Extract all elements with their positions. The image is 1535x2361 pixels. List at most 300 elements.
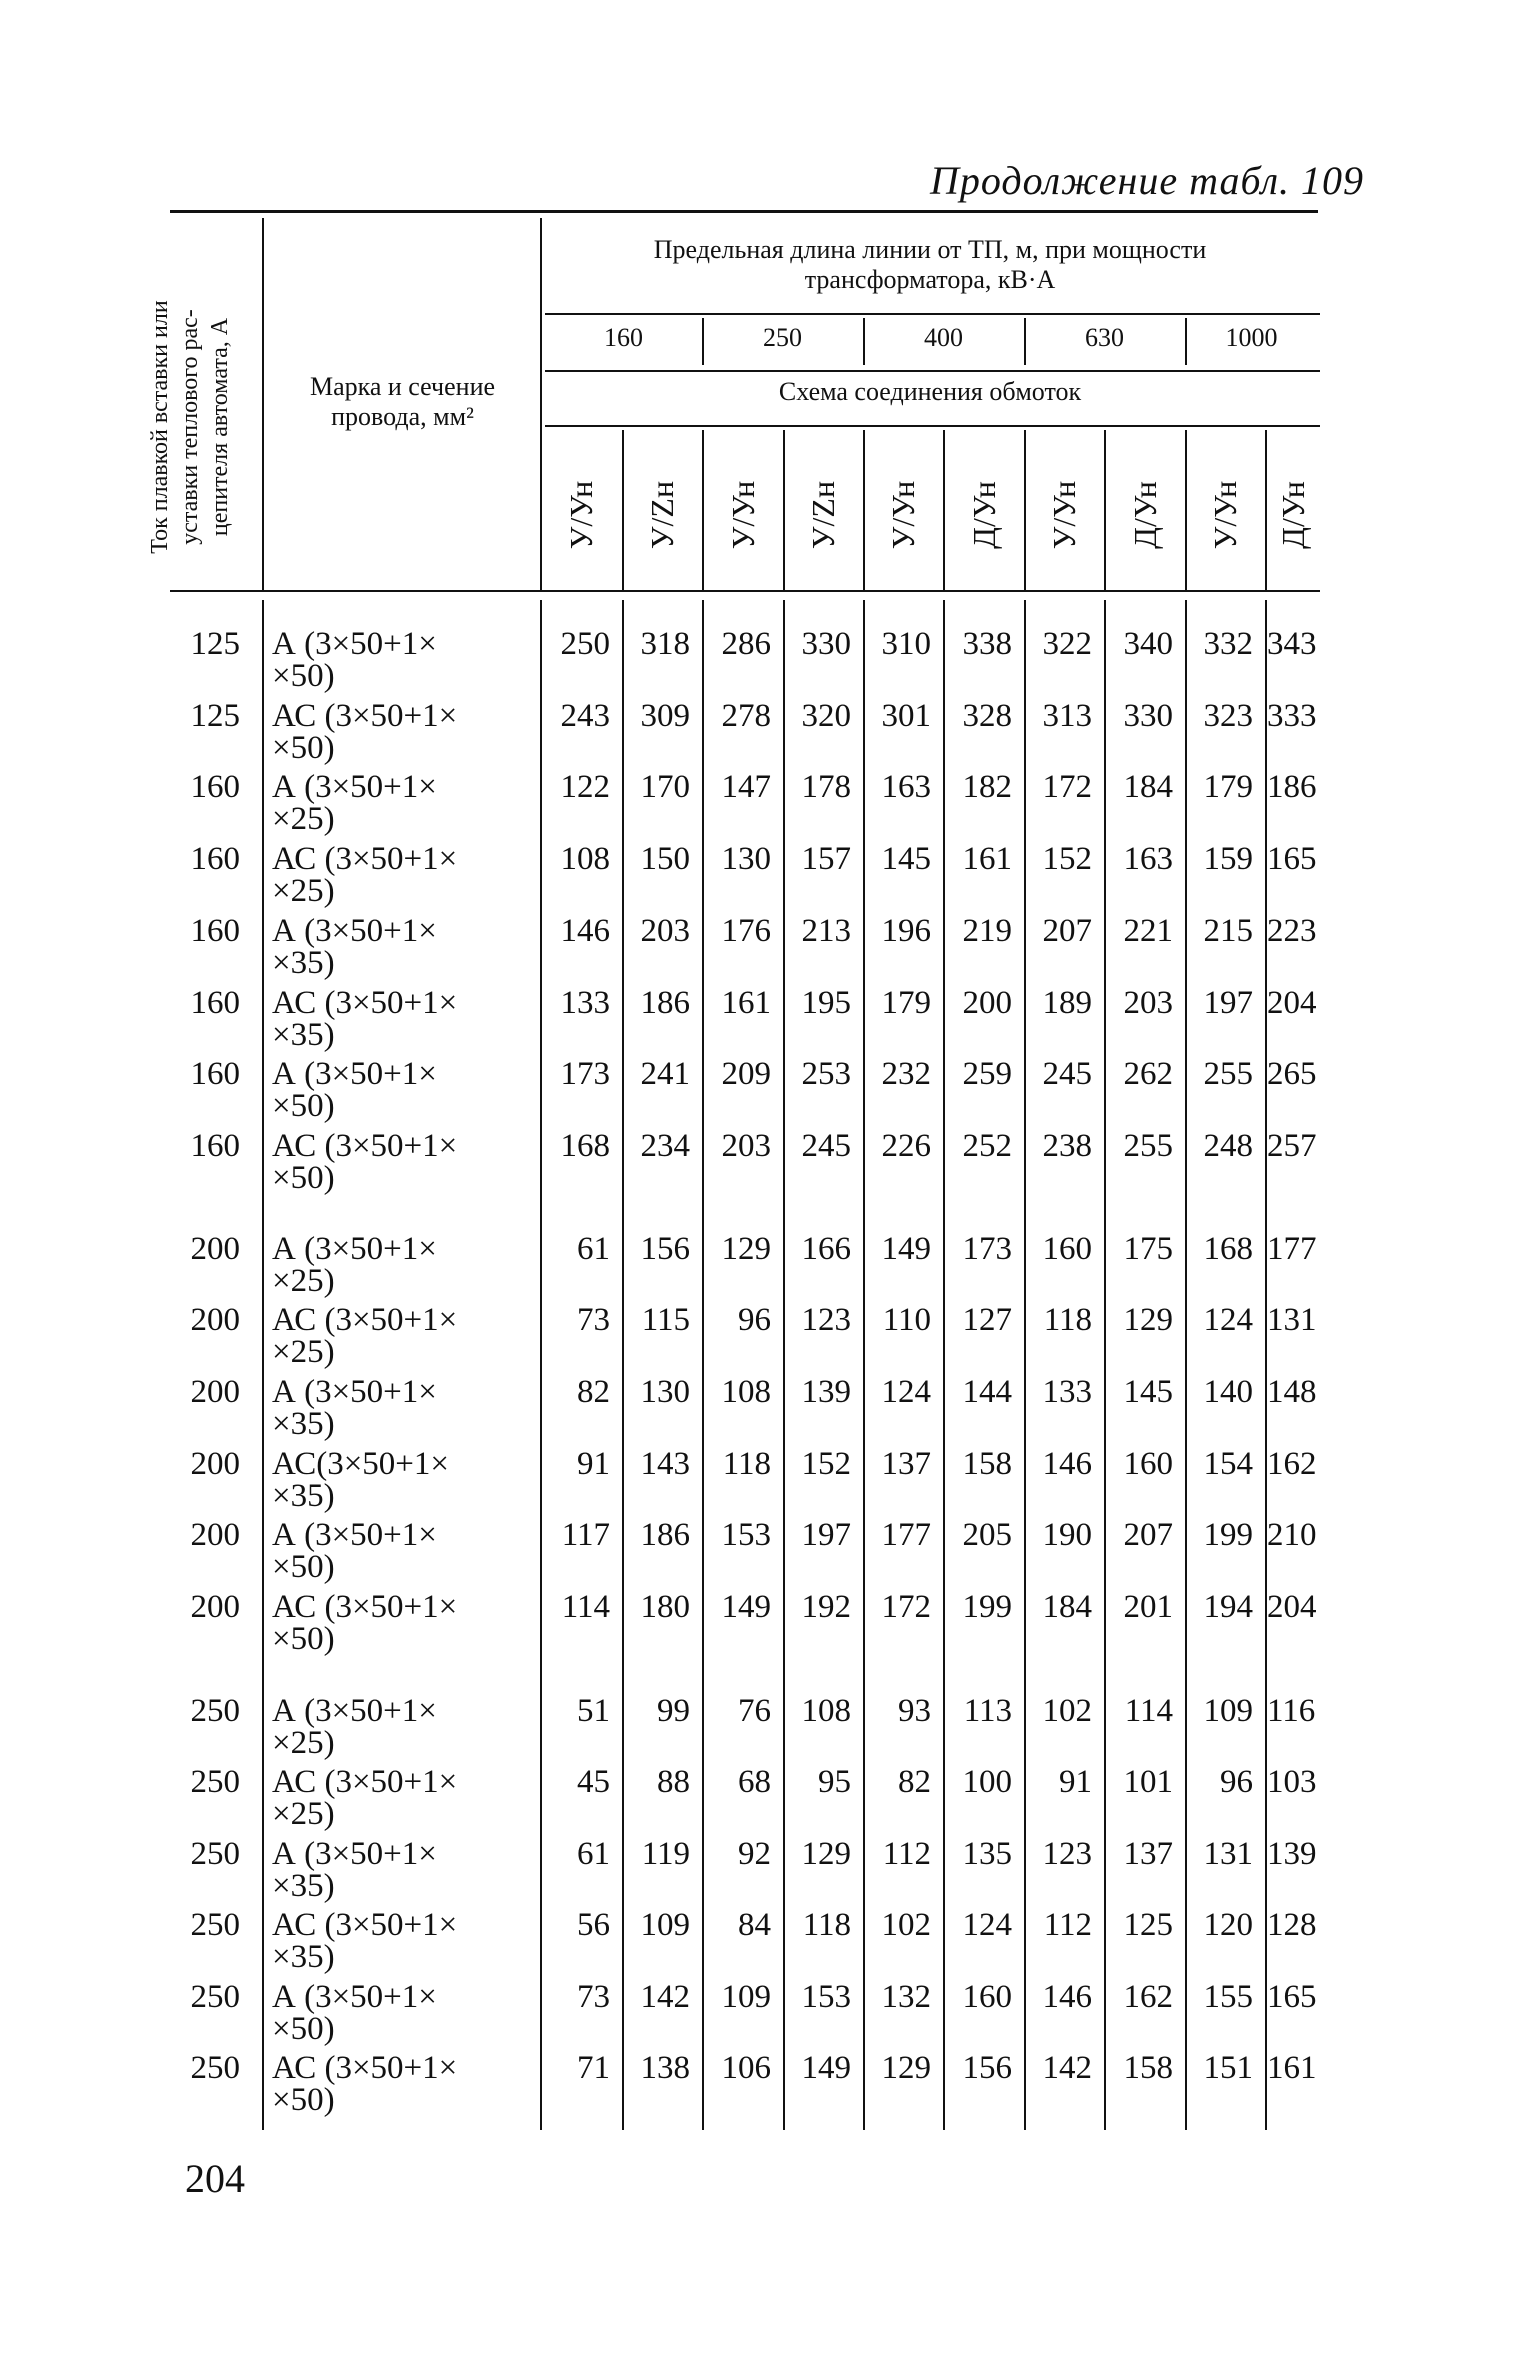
value-cell: 343 [1267, 626, 1317, 662]
value-cell: 323 [1203, 698, 1253, 734]
wire-cell-line2: ×25) [272, 1725, 335, 1761]
value-cell: 245 [1042, 1056, 1092, 1092]
power-divider [702, 318, 704, 365]
value-cell: 133 [560, 985, 610, 1021]
power-divider [1024, 318, 1026, 365]
running-head: Продолжение табл. 109 [930, 158, 1365, 203]
value-cell: 101 [1123, 1764, 1173, 1800]
stub-divider-head [262, 218, 264, 590]
value-cell: 195 [801, 985, 851, 1021]
value-cell: 96 [1220, 1764, 1253, 1800]
max-length-header [545, 235, 1315, 295]
value-cell: 131 [1203, 1836, 1253, 1872]
value-cell: 128 [1267, 1907, 1317, 1943]
value-cell: 257 [1267, 1128, 1317, 1164]
value-cell: 139 [801, 1374, 851, 1410]
value-cell: 161 [1267, 2050, 1317, 2086]
value-cell: 252 [962, 1128, 1012, 1164]
scheme-divider [783, 430, 785, 590]
value-cell: 204 [1267, 985, 1317, 1021]
value-cell: 71 [577, 2050, 610, 2086]
value-cell: 119 [641, 1836, 690, 1872]
wire-cell-line2: ×50) [272, 1549, 335, 1585]
value-cell: 168 [560, 1128, 610, 1164]
value-cell: 158 [962, 1446, 1012, 1482]
value-cell: 248 [1203, 1128, 1253, 1164]
value-cell: 309 [640, 698, 690, 734]
value-cell: 82 [898, 1764, 931, 1800]
value-cell: 122 [560, 769, 610, 805]
scheme-header-cell: У/Ун [563, 480, 599, 550]
value-cell: 245 [801, 1128, 851, 1164]
value-cell: 190 [1042, 1517, 1092, 1553]
value-cell: 109 [721, 1979, 771, 2015]
wire-cell-line2: ×50) [272, 658, 335, 694]
value-cell: 68 [738, 1764, 771, 1800]
value-cell: 114 [561, 1589, 610, 1625]
value-cell: 333 [1267, 698, 1317, 734]
value-cell: 151 [1203, 2050, 1253, 2086]
scheme-bottom-rule [545, 425, 1320, 427]
value-cell: 153 [721, 1517, 771, 1553]
wire-cell-line1: А (3×50+1× [272, 913, 437, 949]
value-cell: 149 [721, 1589, 771, 1625]
value-cell: 219 [962, 913, 1012, 949]
value-cell: 132 [881, 1979, 931, 2015]
wire-cell-line1: АС (3×50+1× [272, 1128, 458, 1164]
scheme-header-cell: У/Zн [644, 480, 680, 550]
current-cell: 160 [190, 841, 240, 877]
wire-cell-line1: АС (3×50+1× [272, 1589, 458, 1625]
value-cell: 203 [721, 1128, 771, 1164]
value-cell: 160 [962, 1979, 1012, 2015]
value-cell: 142 [640, 1979, 690, 2015]
wire-cell-line2: ×50) [272, 2082, 335, 2118]
value-cell: 182 [962, 769, 1012, 805]
wire-cell-line1: АС (3×50+1× [272, 841, 458, 877]
value-cell: 120 [1203, 1907, 1253, 1943]
value-cell: 144 [962, 1374, 1012, 1410]
value-cell: 133 [1042, 1374, 1092, 1410]
value-cell: 223 [1267, 913, 1317, 949]
wire-cell-line1: АС (3×50+1× [272, 1907, 458, 1943]
value-cell: 124 [881, 1374, 931, 1410]
value-cell: 197 [801, 1517, 851, 1553]
column-divider [1265, 600, 1267, 2130]
value-cell: 142 [1042, 2050, 1092, 2086]
value-cell: 173 [962, 1231, 1012, 1267]
current-cell: 125 [190, 626, 240, 662]
value-cell: 95 [818, 1764, 851, 1800]
value-cell: 138 [640, 2050, 690, 2086]
value-cell: 149 [801, 2050, 851, 2086]
wire-cell-line2: ×25) [272, 1334, 335, 1370]
value-cell: 265 [1267, 1056, 1317, 1092]
current-cell: 125 [190, 698, 240, 734]
value-cell: 93 [898, 1693, 931, 1729]
value-cell: 207 [1042, 913, 1092, 949]
wire-cell-line1: А (3×50+1× [272, 1836, 437, 1872]
wire-cell-line2: ×50) [272, 730, 335, 766]
value-cell: 153 [801, 1979, 851, 2015]
value-cell: 332 [1203, 626, 1253, 662]
value-cell: 179 [1203, 769, 1253, 805]
scheme-divider [1265, 430, 1267, 590]
value-cell: 135 [962, 1836, 1012, 1872]
value-cell: 328 [962, 698, 1012, 734]
power-divider [1185, 318, 1187, 365]
power-divider [863, 318, 865, 365]
current-cell: 250 [190, 1836, 240, 1872]
current-cell: 250 [190, 2050, 240, 2086]
wire-cell-line1: А (3×50+1× [272, 769, 437, 805]
value-cell: 213 [801, 913, 851, 949]
current-cell: 250 [190, 1979, 240, 2015]
power-header-cell: 630 [1085, 323, 1124, 352]
value-cell: 108 [560, 841, 610, 877]
value-cell: 180 [640, 1589, 690, 1625]
scheme-divider [702, 430, 704, 590]
value-cell: 156 [640, 1231, 690, 1267]
current-cell: 200 [190, 1446, 240, 1482]
wire-cell-line2: ×50) [272, 1088, 335, 1124]
wire-cell-line1: А (3×50+1× [272, 626, 437, 662]
value-cell: 100 [962, 1764, 1012, 1800]
wire-header-line: провода, мм² [331, 402, 474, 431]
value-cell: 152 [1042, 841, 1092, 877]
current-cell: 160 [190, 985, 240, 1021]
value-cell: 88 [657, 1764, 690, 1800]
column-divider [622, 600, 624, 2130]
value-cell: 286 [721, 626, 771, 662]
wire-cell-line1: А (3×50+1× [272, 1231, 437, 1267]
value-cell: 45 [577, 1764, 610, 1800]
value-cell: 61 [577, 1231, 610, 1267]
value-cell: 163 [1123, 841, 1173, 877]
value-cell: 129 [801, 1836, 851, 1872]
value-cell: 278 [721, 698, 771, 734]
value-cell: 156 [962, 2050, 1012, 2086]
value-cell: 207 [1123, 1517, 1173, 1553]
wire-cell-line2: ×35) [272, 1406, 335, 1442]
value-cell: 209 [721, 1056, 771, 1092]
value-cell: 160 [1042, 1231, 1092, 1267]
value-cell: 102 [881, 1907, 931, 1943]
value-cell: 161 [721, 985, 771, 1021]
value-cell: 73 [577, 1979, 610, 2015]
page-number: 204 [185, 2156, 245, 2201]
wire-divider [540, 600, 542, 2130]
value-cell: 178 [801, 769, 851, 805]
value-cell: 139 [1267, 1836, 1317, 1872]
value-cell: 205 [962, 1517, 1012, 1553]
power-header-cell: 1000 [1225, 323, 1278, 352]
value-cell: 73 [577, 1302, 610, 1338]
max-length-line: Предельная длина линии от ТП, м, при мощности [653, 235, 1207, 264]
value-cell: 159 [1203, 841, 1253, 877]
value-cell: 338 [962, 626, 1012, 662]
value-cell: 197 [1203, 985, 1253, 1021]
wire-header-line: Марка и сечение [309, 372, 496, 401]
value-cell: 255 [1123, 1128, 1173, 1164]
value-cell: 118 [802, 1907, 851, 1943]
value-cell: 313 [1042, 698, 1092, 734]
max-length-line: трансформатора, кВ·А [804, 265, 1056, 294]
wire-cell-line1: А (3×50+1× [272, 1693, 437, 1729]
value-cell: 161 [962, 841, 1012, 877]
value-cell: 186 [640, 1517, 690, 1553]
value-cell: 199 [1203, 1517, 1253, 1553]
value-cell: 91 [1059, 1764, 1092, 1800]
value-cell: 116 [1267, 1693, 1316, 1729]
value-cell: 150 [640, 841, 690, 877]
value-cell: 184 [1042, 1589, 1092, 1625]
value-cell: 194 [1203, 1589, 1253, 1625]
value-cell: 177 [881, 1517, 931, 1553]
value-cell: 221 [1123, 913, 1173, 949]
value-cell: 146 [1042, 1446, 1092, 1482]
scheme-header-cell: У/Ун [885, 480, 921, 550]
value-cell: 301 [881, 698, 931, 734]
value-cell: 162 [1267, 1446, 1317, 1482]
current-header-line: цепителя автомата, А [207, 317, 233, 537]
winding-scheme-header: Схема соединения обмоток [778, 377, 1082, 406]
value-cell: 130 [640, 1374, 690, 1410]
power-header-cell: 250 [763, 323, 802, 352]
scheme-header-cell: У/Ун [1046, 480, 1082, 550]
value-cell: 91 [577, 1446, 610, 1482]
value-cell: 117 [561, 1517, 610, 1553]
scheme-divider [1104, 430, 1106, 590]
wire-cell-line1: АС (3×50+1× [272, 1302, 458, 1338]
value-cell: 201 [1123, 1589, 1173, 1625]
wire-cell-line1: А (3×50+1× [272, 1056, 437, 1092]
power-header-cell: 400 [924, 323, 963, 352]
column-divider [943, 600, 945, 2130]
value-cell: 130 [721, 841, 771, 877]
value-cell: 157 [801, 841, 851, 877]
scheme-header-cell: Д/Ун [1274, 481, 1311, 549]
value-cell: 145 [1123, 1374, 1173, 1410]
current-cell: 200 [190, 1231, 240, 1267]
wire-cell-line2: ×35) [272, 1478, 335, 1514]
wire-cell-line2: ×25) [272, 801, 335, 837]
value-cell: 154 [1203, 1446, 1253, 1482]
value-cell: 203 [1123, 985, 1173, 1021]
wire-cell-line2: ×50) [272, 2011, 335, 2047]
value-cell: 166 [801, 1231, 851, 1267]
value-cell: 176 [721, 913, 771, 949]
column-divider [1185, 600, 1187, 2130]
wire-cell-line2: ×35) [272, 945, 335, 981]
value-cell: 123 [1042, 1836, 1092, 1872]
value-cell: 192 [801, 1589, 851, 1625]
power-bottom-rule [545, 370, 1320, 372]
wire-cell-line2: ×50) [272, 1160, 335, 1196]
value-cell: 56 [577, 1907, 610, 1943]
value-cell: 110 [882, 1302, 931, 1338]
current-cell: 160 [190, 769, 240, 805]
wire-cell-line1: А (3×50+1× [272, 1517, 437, 1553]
wire-column-header [265, 372, 540, 432]
wire-cell-line2: ×25) [272, 1796, 335, 1832]
scheme-divider [863, 430, 865, 590]
current-cell: 200 [190, 1302, 240, 1338]
value-cell: 173 [560, 1056, 610, 1092]
value-cell: 243 [560, 698, 610, 734]
wire-cell-line1: АС (3×50+1× [272, 985, 458, 1021]
value-cell: 137 [1123, 1836, 1173, 1872]
value-cell: 152 [801, 1446, 851, 1482]
header-bottom-rule [170, 590, 1320, 592]
value-cell: 238 [1042, 1128, 1092, 1164]
value-cell: 330 [1123, 698, 1173, 734]
value-cell: 186 [1267, 769, 1317, 805]
value-cell: 123 [801, 1302, 851, 1338]
column-divider [783, 600, 785, 2130]
current-header-line: Ток плавкой вставки или [147, 300, 173, 554]
value-cell: 109 [640, 1907, 690, 1943]
value-cell: 147 [721, 769, 771, 805]
value-cell: 51 [577, 1693, 610, 1729]
value-cell: 196 [881, 913, 931, 949]
value-cell: 184 [1123, 769, 1173, 805]
wire-cell-line2: ×50) [272, 1621, 335, 1657]
value-cell: 186 [640, 985, 690, 1021]
value-cell: 129 [1123, 1302, 1173, 1338]
value-cell: 106 [721, 2050, 771, 2086]
value-cell: 203 [640, 913, 690, 949]
value-cell: 318 [640, 626, 690, 662]
value-cell: 241 [640, 1056, 690, 1092]
value-cell: 320 [801, 698, 851, 734]
value-cell: 129 [721, 1231, 771, 1267]
value-cell: 92 [738, 1836, 771, 1872]
value-cell: 204 [1267, 1589, 1317, 1625]
value-cell: 118 [722, 1446, 771, 1482]
scheme-divider [1185, 430, 1187, 590]
value-cell: 259 [962, 1056, 1012, 1092]
value-cell: 76 [738, 1693, 771, 1729]
scheme-header-cell: У/Ун [1207, 480, 1243, 550]
value-cell: 127 [962, 1302, 1012, 1338]
value-cell: 330 [801, 626, 851, 662]
value-cell: 340 [1123, 626, 1173, 662]
value-cell: 179 [881, 985, 931, 1021]
value-cell: 177 [1267, 1231, 1317, 1267]
value-cell: 250 [560, 626, 610, 662]
value-cell: 145 [881, 841, 931, 877]
scheme-header-cell: Д/Ун [965, 481, 1002, 549]
scheme-header-cell: У/Zн [805, 480, 841, 550]
value-cell: 125 [1123, 1907, 1173, 1943]
value-cell: 102 [1042, 1693, 1092, 1729]
value-cell: 234 [640, 1128, 690, 1164]
value-cell: 172 [1042, 769, 1092, 805]
value-cell: 168 [1203, 1231, 1253, 1267]
value-cell: 143 [640, 1446, 690, 1482]
value-cell: 131 [1267, 1302, 1317, 1338]
value-cell: 165 [1267, 1979, 1317, 2015]
current-cell: 250 [190, 1907, 240, 1943]
wire-cell-line1: АС(3×50+1× [272, 1446, 450, 1482]
value-cell: 114 [1124, 1693, 1173, 1729]
wire-cell-line2: ×35) [272, 1939, 335, 1975]
scheme-divider [1024, 430, 1026, 590]
wire-cell-line2: ×25) [272, 1263, 335, 1299]
value-cell: 115 [641, 1302, 690, 1338]
value-cell: 310 [881, 626, 931, 662]
value-cell: 226 [881, 1128, 931, 1164]
wire-cell-line2: ×35) [272, 1017, 335, 1053]
value-cell: 199 [962, 1589, 1012, 1625]
value-cell: 99 [657, 1693, 690, 1729]
value-cell: 148 [1267, 1374, 1317, 1410]
value-cell: 82 [577, 1374, 610, 1410]
value-cell: 262 [1123, 1056, 1173, 1092]
value-cell: 61 [577, 1836, 610, 1872]
current-cell: 160 [190, 913, 240, 949]
value-cell: 322 [1042, 626, 1092, 662]
wire-cell-line1: АС (3×50+1× [272, 698, 458, 734]
current-cell: 160 [190, 1128, 240, 1164]
current-cell: 200 [190, 1589, 240, 1625]
power-top-rule [545, 313, 1320, 315]
value-cell: 162 [1123, 1979, 1173, 2015]
value-cell: 155 [1203, 1979, 1253, 2015]
wire-cell-line1: АС (3×50+1× [272, 1764, 458, 1800]
value-cell: 129 [881, 2050, 931, 2086]
wire-divider-head [540, 218, 542, 590]
current-cell: 160 [190, 1056, 240, 1092]
wire-cell-line1: А (3×50+1× [272, 1979, 437, 2015]
current-header-line: уставки теплового рас- [177, 309, 203, 545]
value-cell: 140 [1203, 1374, 1253, 1410]
wire-cell-line1: АС (3×50+1× [272, 2050, 458, 2086]
wire-cell-line2: ×35) [272, 1868, 335, 1904]
column-divider [1104, 600, 1106, 2130]
scheme-divider [943, 430, 945, 590]
column-divider [863, 600, 865, 2130]
column-divider [1024, 600, 1026, 2130]
current-cell: 250 [190, 1693, 240, 1729]
power-header-cell: 160 [604, 323, 643, 352]
value-cell: 158 [1123, 2050, 1173, 2086]
wire-cell-line2: ×25) [272, 873, 335, 909]
value-cell: 149 [881, 1231, 931, 1267]
current-cell: 250 [190, 1764, 240, 1800]
scheme-header-cell: У/Ун [724, 480, 761, 550]
value-cell: 253 [801, 1056, 851, 1092]
value-cell: 200 [962, 985, 1012, 1021]
value-cell: 118 [1043, 1302, 1092, 1338]
value-cell: 172 [881, 1589, 931, 1625]
value-cell: 108 [801, 1693, 851, 1729]
value-cell: 146 [1042, 1979, 1092, 2015]
value-cell: 113 [963, 1693, 1012, 1729]
value-cell: 170 [640, 769, 690, 805]
current-cell: 200 [190, 1374, 240, 1410]
current-cell: 200 [190, 1517, 240, 1553]
value-cell: 109 [1203, 1693, 1253, 1729]
value-cell: 112 [1043, 1907, 1092, 1943]
value-cell: 84 [738, 1907, 771, 1943]
value-cell: 232 [881, 1056, 931, 1092]
value-cell: 108 [721, 1374, 771, 1410]
current-column-header [145, 233, 235, 621]
scheme-divider [622, 430, 624, 590]
value-cell: 175 [1123, 1231, 1173, 1267]
